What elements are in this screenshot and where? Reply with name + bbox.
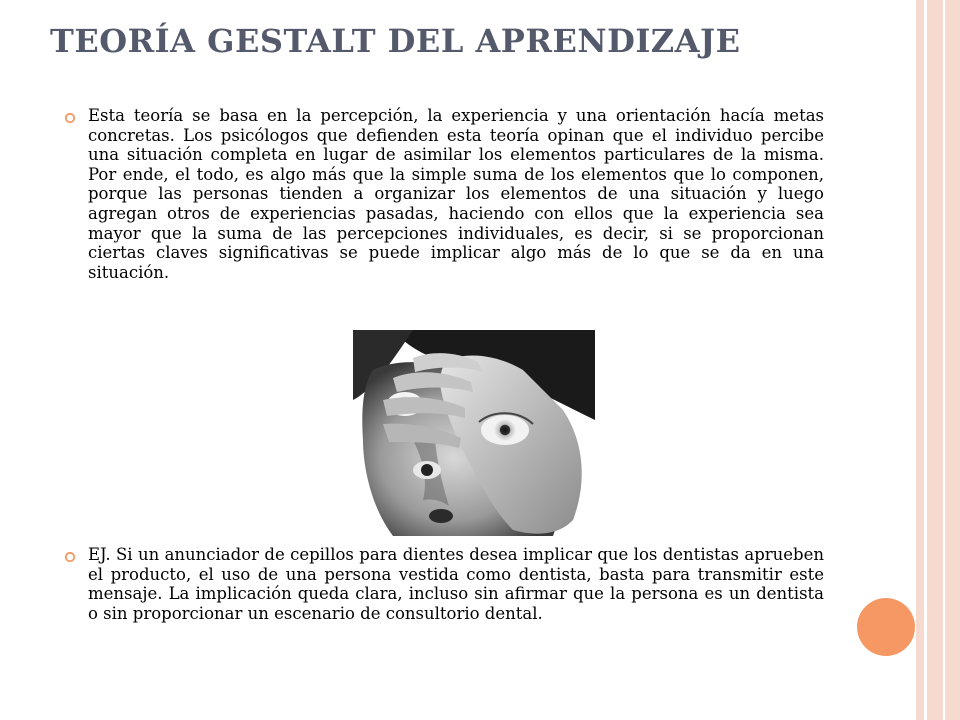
- border-stripe: [927, 0, 943, 720]
- hollow-circle-bullet-icon: [64, 112, 76, 124]
- decorative-orange-circle: [857, 598, 915, 656]
- paragraph-example: EJ. Si un anunciador de cepillos para dientes desea implicar que los dentistas aprueben el producto, el uso de una persona vestida como dentista, basta para transmitir este mensaje. La implicación queda clara, incluso sin afirmar que la persona es un dentista o sin proporcionar un escenario de consultorio dental.: [88, 545, 824, 623]
- border-stripe: [945, 0, 960, 720]
- hollow-circle-bullet-icon: [64, 551, 76, 563]
- gestalt-hand-eye-photo: [353, 330, 595, 536]
- border-stripe: [916, 0, 924, 720]
- right-border-decoration: [916, 0, 960, 720]
- slide-title: TEORÍA GESTALT DEL APRENDIZAJE: [50, 22, 741, 60]
- paragraph-gestalt-theory: Esta teoría se basa en la percepción, la experiencia y una orientación hacía metas concretas. Los psicólogos que defienden esta teoría opinan que el individuo percibe una situación completa en lugar de asimilar los elementos particulares de la misma. Por ende, el todo, es algo más que la simple suma de los elementos que lo componen, porque las personas tienden a organizar los elementos de una situación y luego agregan otros de experiencias pasadas, haciendo con ellos que la experiencia sea mayor que la suma de las percepciones individuales, es decir, si se proporcionan ciertas claves significativas se puede implicar algo más de lo que se da en una situación.: [88, 106, 824, 282]
